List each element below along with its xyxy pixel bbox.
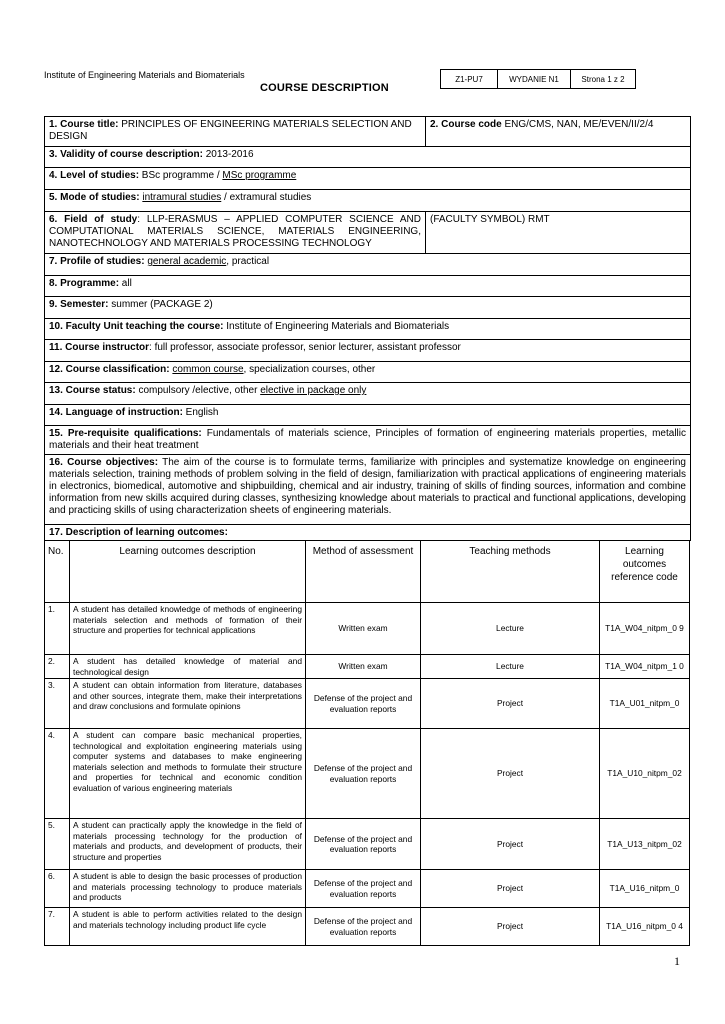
value: PRINCIPLES OF ENGINEERING MATERIALS SELECTION AND DESIGN [49, 119, 412, 142]
row-number: 2. [45, 655, 70, 679]
page-number: 1 [674, 954, 680, 968]
teaching-method: Project [421, 679, 600, 729]
table-row [45, 679, 690, 729]
value-selected: general academic [147, 256, 227, 267]
row-instructor [45, 340, 690, 362]
label: 17. Description of learning outcomes: [49, 527, 228, 538]
row-profile [45, 254, 690, 276]
teaching-method: Project [421, 819, 600, 870]
value: ENG/CMS, NAN, ME/EVEN/II/2/4 [501, 119, 654, 130]
row-number: 5. [45, 819, 70, 870]
label: 15. Pre-requisite qualifications: [49, 428, 202, 439]
label: 2. Course code [430, 119, 502, 130]
outcome-description: A student can obtain information from literature, databases and other sources, integrate them, make their interpretations and draw conclusions and formulate opinions [70, 679, 306, 729]
row-level [45, 168, 690, 190]
row-learning-outcomes-heading [45, 525, 690, 541]
outcome-description: A student is able to design the basic processes of production and materials processing technology to produce materials and products [70, 870, 306, 908]
outcome-description: A student has detailed knowledge of methods of engineering materials selection and methods of formation of their structure and properties for technical applications [70, 603, 306, 655]
value: 2013-2016 [202, 149, 254, 160]
row-number: 3. [45, 679, 70, 729]
label: 3. Validity of course description: [49, 149, 203, 160]
table-row [45, 908, 690, 946]
row-number: 7. [45, 908, 70, 946]
label: 14. Language of instruction: [49, 407, 183, 418]
institute-name: Institute of Engineering Materials and Biomaterials [44, 70, 245, 80]
label: 4. Level of studies: [49, 170, 140, 181]
table-row [45, 729, 690, 819]
value: Fundamentals of materials science, Principles of formation of engineering materials properties, metallic materials and their heat treatment [49, 428, 686, 451]
col-teaching: Teaching methods [421, 541, 600, 603]
reference-code: T1A_W04_nitpm_1 0 [600, 655, 690, 679]
value: , specialization courses, other [243, 364, 376, 375]
value: all [119, 278, 132, 289]
value: / extramural studies [221, 192, 312, 203]
outcome-description: A student is able to perform activities related to the design and materials technology including product life cycle [70, 908, 306, 946]
table-row [45, 655, 690, 679]
assessment-method: Defense of the project and evaluation reports [306, 819, 421, 870]
value: summer (PACKAGE 2) [108, 299, 213, 310]
value-selected: common course [172, 364, 244, 375]
value: : full professor, associate professor, senior lecturer, assistant professor [149, 342, 461, 353]
reference-code: T1A_W04_nitpm_0 9 [600, 603, 690, 655]
label: 13. Course status: [49, 385, 136, 396]
row-prerequisites [45, 426, 690, 455]
label: 7. Profile of studies: [49, 256, 145, 267]
row-semester [45, 297, 690, 319]
course-info-section [44, 116, 691, 541]
reference-code: T1A_U10_nitpm_02 [600, 729, 690, 819]
row-classification [45, 362, 690, 383]
assessment-method: Defense of the project and evaluation reports [306, 729, 421, 819]
assessment-method: Defense of the project and evaluation reports [306, 908, 421, 946]
outcome-description: A student can compare basic mechanical properties, technological and exploitation engineering materials using computer systems and databases to make engineering materials selection and methods to formulate their structure and properties for technical and economic condition evaluation of various engineering materials [70, 729, 306, 819]
row-validity [45, 147, 690, 168]
table-row [45, 870, 690, 908]
reference-code: T1A_U16_nitpm_0 [600, 870, 690, 908]
assessment-method: Written exam [306, 603, 421, 655]
edition: WYDANIE N1 [498, 70, 571, 89]
value: English [182, 407, 219, 418]
form-code: Z1-PU7 [441, 70, 498, 89]
value: The aim of the course is to formulate terms, familiarize with principles and systematize knowledge on engineering materials selection, training methods of problem solving in the field of design, familiarization with practical applications of engineering materials in electronics, biomedical, automotive and shipbuilding, chemical and air industry, training of skills of finding sources, information and combine information from new skills acquired during classes, synthesizing knowledge about materials to practical and functional applications, developing and practicing skills of using characterization sheets of engineering materials. [49, 457, 686, 516]
value-selected: elective in package only [260, 385, 367, 396]
value: BSc programme / [139, 170, 223, 181]
value: compulsory /elective, other [135, 385, 261, 396]
col-assessment: Method of assessment [306, 541, 421, 603]
table-header-row [45, 541, 690, 603]
label: 10. Faculty Unit teaching the course: [49, 321, 224, 332]
row-status [45, 383, 690, 405]
row-number: 6. [45, 870, 70, 908]
reference-code: T1A_U16_nitpm_0 4 [600, 908, 690, 946]
col-description: Learning outcomes description [70, 541, 306, 603]
row-faculty-unit [45, 319, 690, 340]
label: 16. Course objectives: [49, 457, 159, 468]
teaching-method: Project [421, 870, 600, 908]
reference-code: T1A_U01_nitpm_0 [600, 679, 690, 729]
value-selected: intramural studies [142, 192, 222, 203]
value: Institute of Engineering Materials and Biomaterials [223, 321, 450, 332]
value-selected: MSc programme [222, 170, 297, 181]
value: , practical [226, 256, 270, 267]
teaching-method: Project [421, 729, 600, 819]
col-reference: Learning outcomes reference code [600, 541, 690, 603]
value: : LLP-ERASMUS – APPLIED COMPUTER SCIENCE AND COMPUTATIONAL MATERIALS SCIENCE, MATERIALS ENGINEERING, NANOTECHNOLOGY AND MATERIALS PROCESSING TECHNOLOGY [49, 214, 422, 249]
label: 1. Course title: [49, 119, 119, 130]
label: 9. Semester: [49, 299, 109, 310]
label: 5. Mode of studies: [49, 192, 140, 203]
row-course-title [45, 117, 690, 147]
row-mode [45, 190, 690, 212]
label: 6. Field of study [49, 214, 138, 225]
reference-code: T1A_U13_nitpm_02 [600, 819, 690, 870]
row-number: 1. [45, 603, 70, 655]
assessment-method: Defense of the project and evaluation reports [306, 679, 421, 729]
label: 12. Course classification: [49, 364, 170, 375]
assessment-method: Written exam [306, 655, 421, 679]
page-of: Strona 1 z 2 [571, 70, 636, 89]
outcome-description: A student can practically apply the knowledge in the field of materials processing technology for the production of materials and products, and development of products, their structure and properties [70, 819, 306, 870]
row-field-of-study [45, 212, 690, 254]
document-title: COURSE DESCRIPTION [260, 82, 389, 94]
table-row [45, 819, 690, 870]
learning-outcomes-table [44, 540, 690, 946]
teaching-method: Project [421, 908, 600, 946]
row-objectives [45, 455, 690, 525]
label: 11. Course instructor [49, 342, 150, 353]
outcome-description: A student has detailed knowledge of material and technological design [70, 655, 306, 679]
document-code-box [440, 69, 636, 89]
label: 8. Programme: [49, 278, 120, 289]
assessment-method: Defense of the project and evaluation reports [306, 870, 421, 908]
col-no: No. [45, 541, 70, 603]
row-programme [45, 276, 690, 297]
teaching-method: Lecture [421, 603, 600, 655]
faculty-symbol: (FACULTY SYMBOL) RMT [430, 214, 550, 225]
teaching-method: Lecture [421, 655, 600, 679]
table-row [45, 603, 690, 655]
row-number: 4. [45, 729, 70, 819]
row-language [45, 405, 690, 426]
